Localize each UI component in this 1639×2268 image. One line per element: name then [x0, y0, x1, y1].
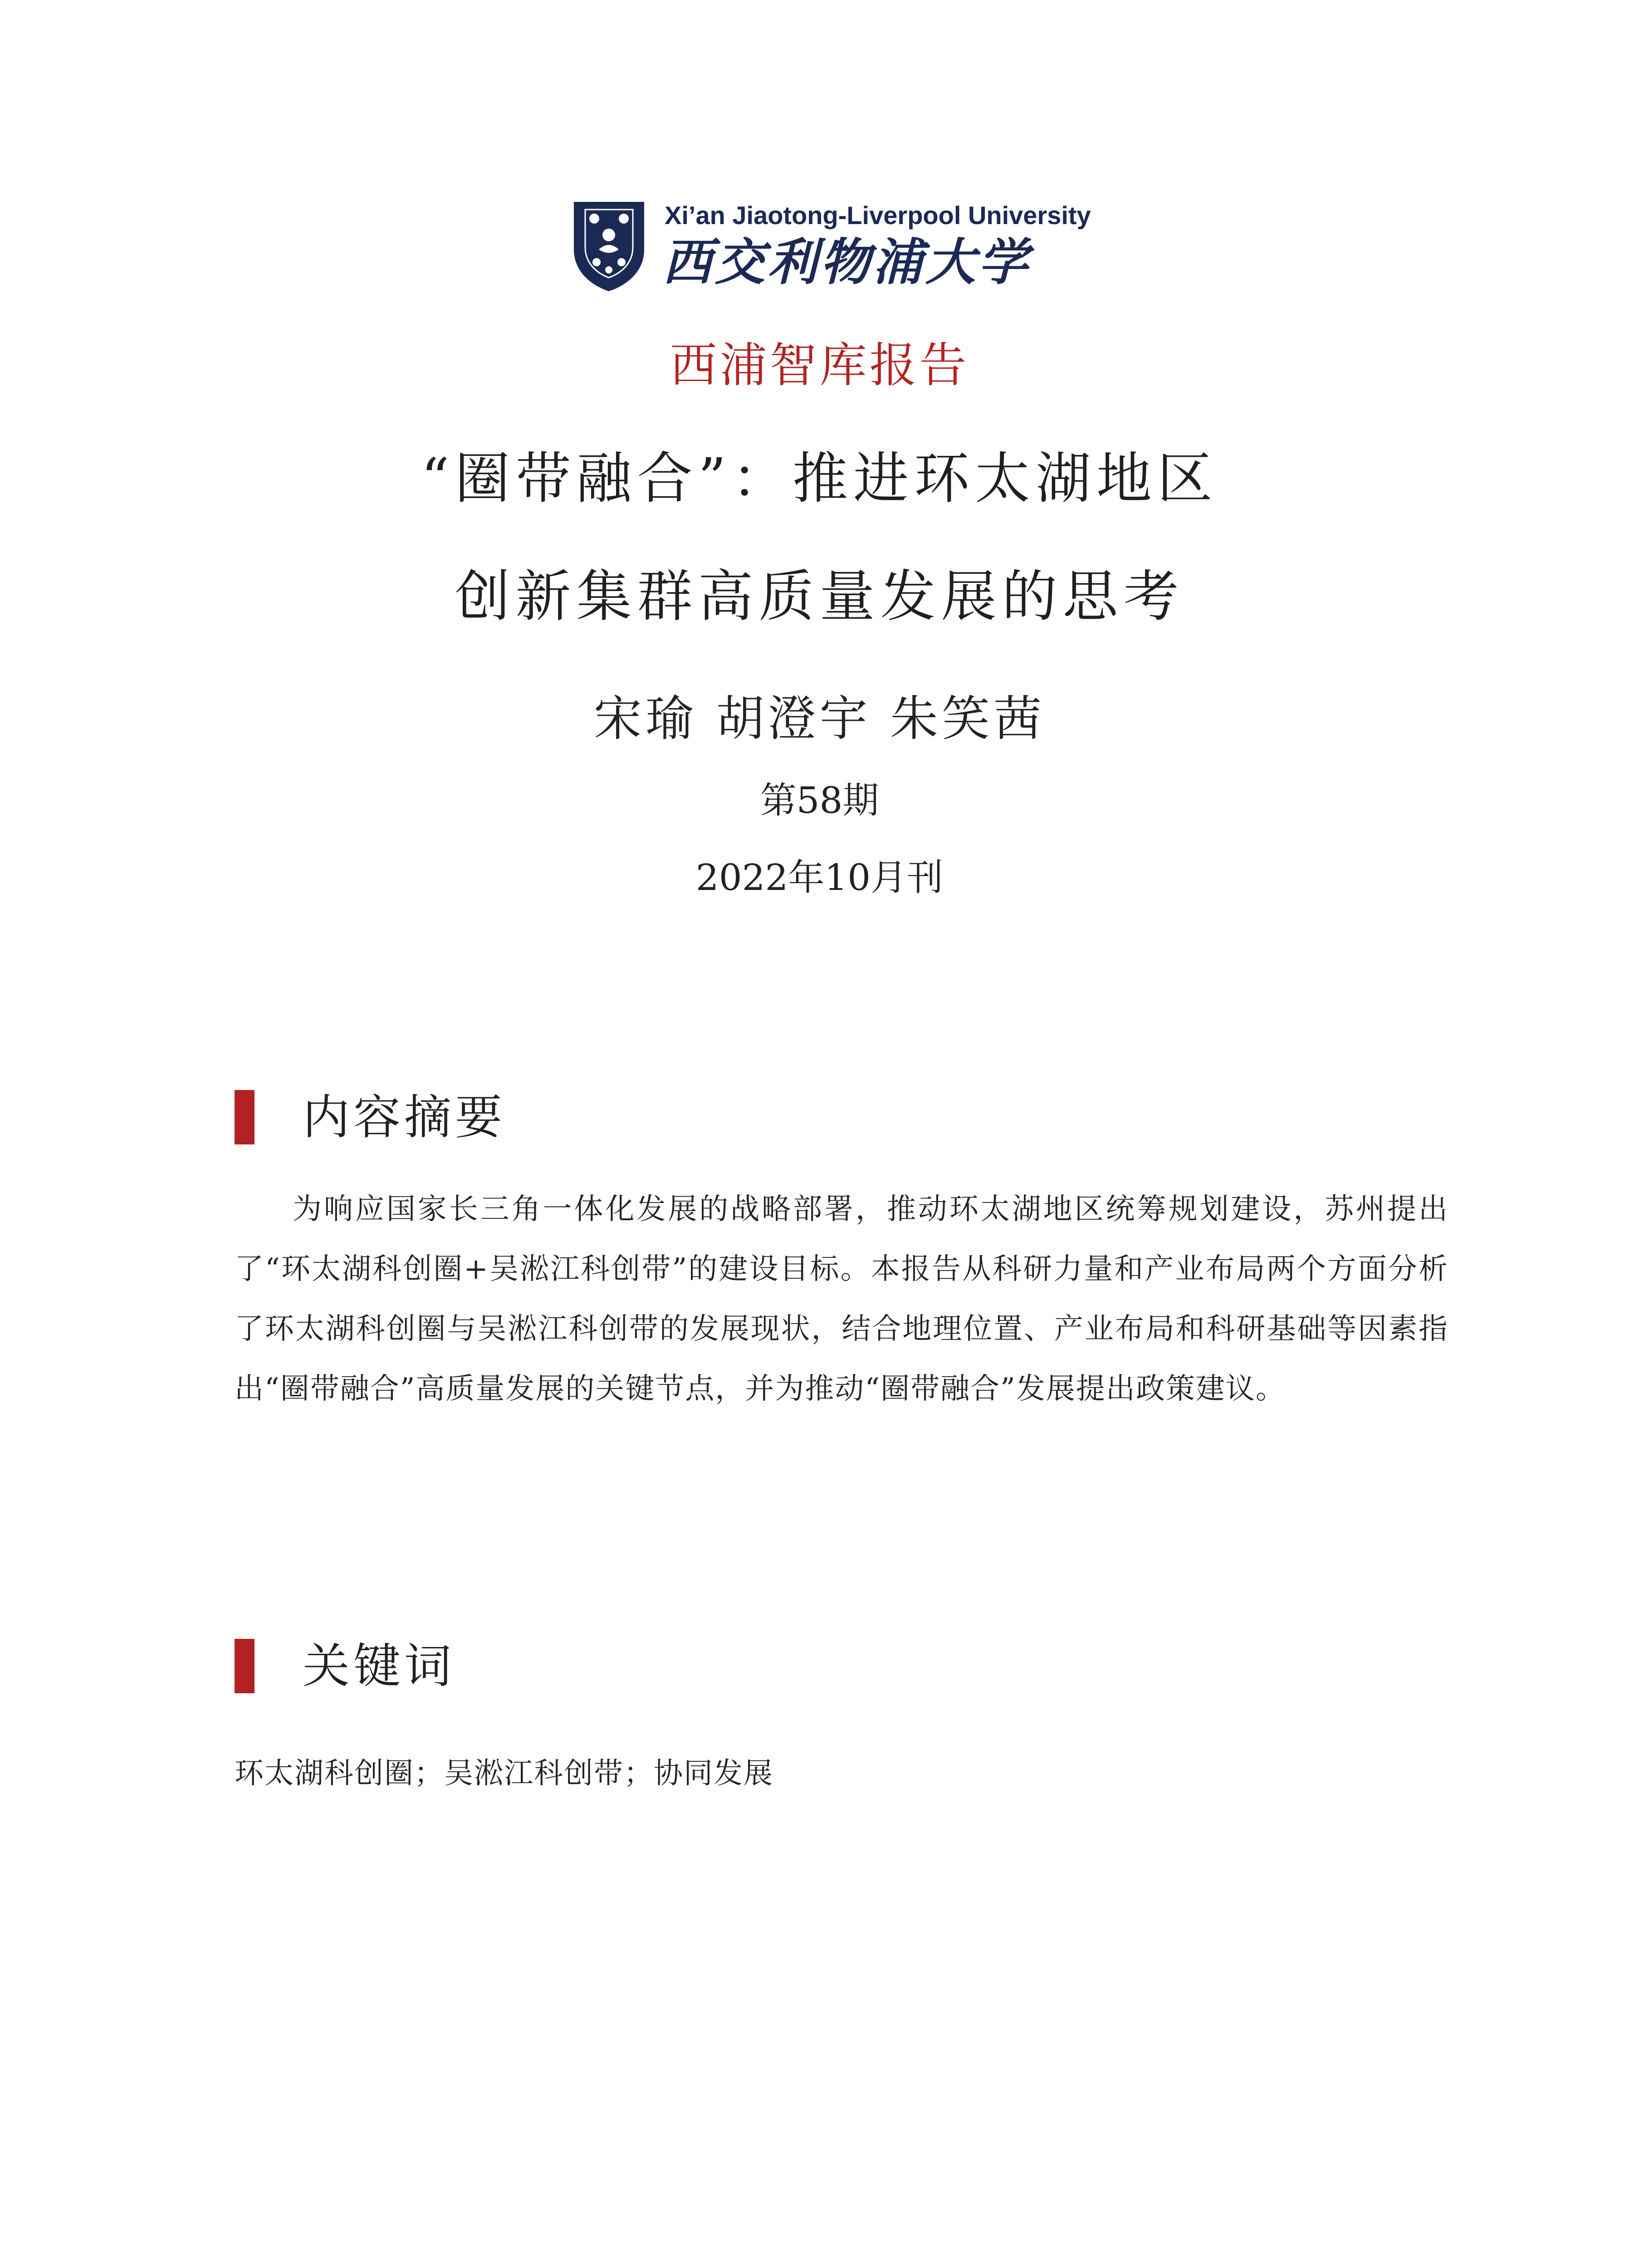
abstract-paragraph: 为响应国家长三角一体化发展的战略部署，推动环太湖地区统筹规划建设，苏州提出了“环太湖科创圈+吴淞江科创带”的建设目标。本报告从科研力量和产业布局两个方面分析了环太湖科创圈与吴淞江科创带的发展现状，结合地理位置、产业布局和科研基础等因素指出“圈带融合”高质量发展的关键节点，并为推动“圈带融合”发展提出政策建议。 [235, 1193, 1448, 1406]
keywords-list: 环太湖科创圈；吴淞江科创带；协同发展 [235, 1757, 773, 1790]
logo-chinese-name: 西交利物浦大学 [662, 233, 1031, 291]
logo-english-name: Xi’an Jiaotong-Liverpool University [665, 201, 1091, 230]
report-series-label: 西浦智库报告 [670, 337, 969, 393]
report-authors: 宋瑜 胡澄宇 朱笑茜 [593, 691, 1046, 747]
university-logo [572, 200, 1091, 295]
report-issue: 第58期 [760, 779, 879, 821]
section-marker-bar [235, 1090, 254, 1144]
section-marker-bar [235, 1639, 254, 1693]
report-title-line-1: “圈带融合”：推进环太湖地区 [421, 446, 1218, 511]
report-title-line-2: 创新集群高质量发展的思考 [455, 564, 1184, 629]
report-date: 2022年10月刊 [695, 856, 944, 899]
university-crest-icon [572, 200, 646, 293]
abstract-heading-text: 内容摘要 [303, 1090, 506, 1145]
keywords-heading-text: 关键词 [303, 1638, 455, 1694]
